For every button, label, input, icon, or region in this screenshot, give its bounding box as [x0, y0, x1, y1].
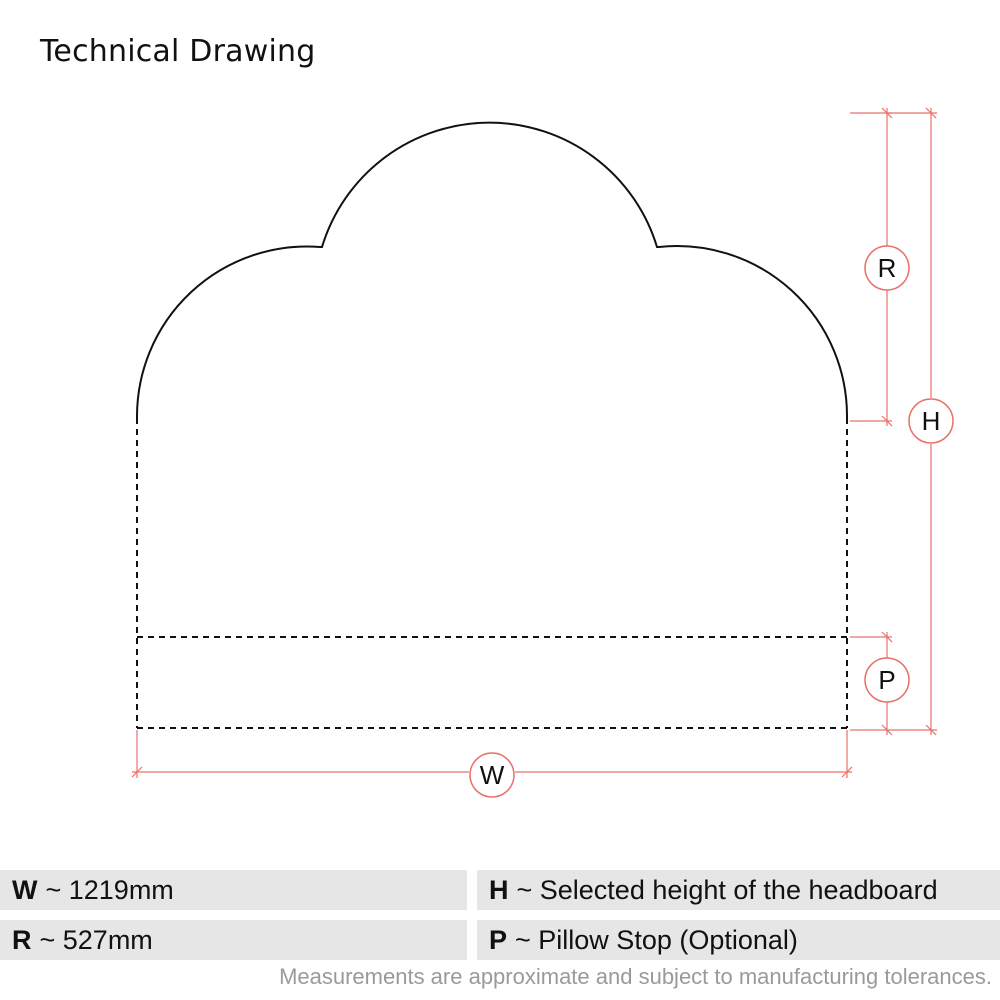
- legend-item-r: [0, 920, 467, 960]
- w-marker: [470, 753, 514, 797]
- w-marker-label: W: [479, 760, 505, 790]
- h-marker: [909, 399, 953, 443]
- legend-key: H: [489, 874, 509, 905]
- r-marker: [865, 246, 909, 290]
- legend-text: ~ Selected height of the headboard: [516, 874, 938, 905]
- h-marker-label: H: [921, 406, 941, 436]
- r-marker-label: R: [877, 253, 897, 283]
- legend-key: W: [12, 874, 38, 905]
- p-marker-label: P: [878, 665, 896, 695]
- legend-item-w: [0, 870, 467, 910]
- legend-item-p: [477, 920, 1000, 960]
- legend-key: R: [12, 924, 32, 955]
- p-marker: [865, 658, 909, 702]
- legend-key: P: [489, 924, 508, 955]
- legend-text: ~ 527mm: [39, 924, 153, 955]
- legend-text: ~ 1219mm: [45, 874, 174, 905]
- legend-item-h: [477, 870, 1000, 910]
- legend-text: ~ Pillow Stop (Optional): [515, 924, 798, 955]
- headboard-outline: [137, 123, 847, 418]
- page-title: Technical Drawing: [40, 34, 316, 69]
- footnote: Measurements are approximate and subject to manufacturing tolerances.: [279, 964, 992, 989]
